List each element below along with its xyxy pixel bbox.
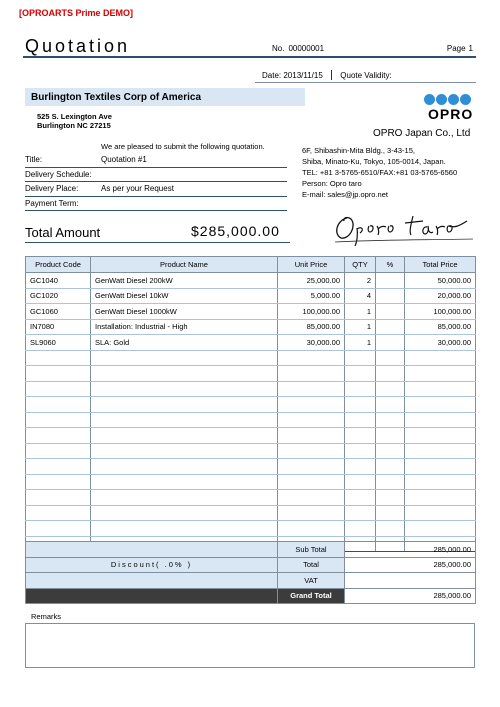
quotation-number-label: No. (272, 44, 285, 53)
blank-cell (26, 573, 278, 589)
table-cell (376, 304, 405, 320)
table-cell: GC1020 (26, 288, 91, 304)
table-cell: 50,000.00 (405, 273, 476, 289)
table-cell (278, 521, 345, 537)
table-cell (278, 474, 345, 490)
company-info-line: Shiba, Minato-Ku, Tokyo, 105-0014, Japan. (302, 157, 446, 166)
blank-cell (26, 542, 278, 558)
table-cell (405, 505, 476, 521)
table-cell (26, 474, 91, 490)
vat-label: VAT (278, 573, 345, 589)
quote-validity-label: Quote Validity: (340, 71, 392, 80)
table-cell: 100,000.00 (405, 304, 476, 320)
table-cell (278, 428, 345, 444)
table-cell (278, 366, 345, 382)
document-title: Quotation (25, 36, 131, 56)
table-cell (91, 459, 278, 475)
table-row (26, 474, 476, 490)
date-label: Date: (262, 71, 282, 80)
table-cell (345, 474, 376, 490)
table-cell (376, 505, 405, 521)
customer-name: Burlington Textiles Corp of America (25, 88, 305, 106)
table-cell: 1 (345, 335, 376, 351)
quotation-number (268, 44, 324, 53)
company-info-line: TEL: +81 3-5765-6510/FAX:+81 03-5765-6560 (302, 168, 458, 177)
page-number-value: 1 (468, 44, 473, 53)
total-amount-divider (25, 242, 290, 243)
page-number (444, 44, 473, 53)
table-cell (91, 521, 278, 537)
remarks-box (25, 623, 475, 668)
total-amount-value: $285,000.00 (191, 223, 280, 239)
company-info-line: E-mail: sales@jp.opro.net (302, 190, 388, 199)
table-cell: 1 (345, 304, 376, 320)
table-cell (278, 490, 345, 506)
table-cell (405, 397, 476, 413)
table-row (26, 304, 476, 320)
column-header-unit-price: Unit Price (278, 257, 345, 273)
table-cell: 5,000.00 (278, 288, 345, 304)
table-cell (278, 397, 345, 413)
table-cell (91, 397, 278, 413)
grand-total-row (26, 588, 476, 604)
intro-text: We are pleased to submit the following quotation. (101, 142, 265, 151)
table-cell (405, 443, 476, 459)
quotation-number-value: 00000001 (288, 44, 325, 53)
items-table (25, 256, 476, 552)
date-separator (331, 70, 332, 80)
table-cell: 85,000.00 (405, 319, 476, 335)
table-cell: GenWatt Diesel 200kW (91, 273, 278, 289)
grand-total-value: 285,000.00 (345, 588, 476, 604)
customer-address-line1: 525 S. Lexington Ave (37, 112, 112, 121)
table-cell (405, 366, 476, 382)
field-delivery-schedule (25, 168, 287, 183)
table-cell (345, 350, 376, 366)
column-header-percent: % (376, 257, 405, 273)
logo-dots-icon (424, 94, 473, 105)
table-cell: 30,000.00 (405, 335, 476, 351)
table-cell (376, 428, 405, 444)
field-label: Delivery Place: (25, 184, 79, 194)
table-cell (376, 412, 405, 428)
field-value: Quotation #1 (101, 155, 147, 165)
customer-address-line2: Burlington NC 27215 (37, 121, 111, 130)
table-cell (376, 397, 405, 413)
quotation-fields (25, 153, 287, 211)
table-cell (26, 505, 91, 521)
table-cell (405, 412, 476, 428)
table-cell (91, 350, 278, 366)
table-cell (278, 412, 345, 428)
column-header-qty: QTY (345, 257, 376, 273)
field-delivery-place (25, 182, 287, 197)
table-cell (26, 397, 91, 413)
table-cell: IN7080 (26, 319, 91, 335)
table-cell (91, 366, 278, 382)
total-label: Total (278, 557, 345, 573)
table-cell (345, 505, 376, 521)
vat-value (345, 573, 476, 589)
table-cell: SLA: Gold (91, 335, 278, 351)
customer-address (37, 112, 112, 130)
table-cell (91, 490, 278, 506)
table-cell (345, 459, 376, 475)
table-cell (405, 428, 476, 444)
table-cell (26, 381, 91, 397)
column-header-product-name: Product Name (91, 257, 278, 273)
field-label: Title: (25, 155, 43, 165)
table-cell (405, 490, 476, 506)
table-cell (376, 288, 405, 304)
table-row (26, 521, 476, 537)
company-info-line: 6F, Shibashin-Mita Bldg., 3-43-15, (302, 146, 415, 155)
date-value: 2013/11/15 (283, 71, 323, 80)
table-cell (26, 443, 91, 459)
table-row (26, 397, 476, 413)
table-cell (405, 521, 476, 537)
table-cell (345, 428, 376, 444)
table-cell: 85,000.00 (278, 319, 345, 335)
table-cell (405, 350, 476, 366)
table-cell (91, 428, 278, 444)
page-number-label: Page (446, 44, 466, 53)
table-cell (376, 474, 405, 490)
table-cell (405, 474, 476, 490)
field-title (25, 153, 287, 168)
table-cell (376, 366, 405, 382)
table-cell: Installation: Industrial - High (91, 319, 278, 335)
subtotal-value: 285,000.00 (345, 542, 476, 558)
table-row (26, 428, 476, 444)
table-cell (345, 521, 376, 537)
table-cell (376, 350, 405, 366)
table-cell: SL9060 (26, 335, 91, 351)
date-divider (255, 82, 476, 83)
subtotal-label: Sub Total (278, 542, 345, 558)
demo-tag: [OPROARTS Prime DEMO] (19, 8, 134, 18)
grand-total-label: Grand Total (278, 588, 345, 604)
table-row (26, 350, 476, 366)
subtotal-row (26, 542, 476, 558)
column-header-product-code: Product Code (26, 257, 91, 273)
table-cell (26, 412, 91, 428)
company-logo (424, 94, 473, 122)
total-row (26, 557, 476, 573)
column-header-total-price: Total Price (405, 257, 476, 273)
table-cell (26, 490, 91, 506)
table-cell (345, 443, 376, 459)
table-row (26, 381, 476, 397)
table-row (26, 288, 476, 304)
items-table-body (26, 273, 476, 552)
logo-text: OPRO (428, 106, 474, 122)
table-row (26, 319, 476, 335)
date-line (262, 70, 392, 80)
table-cell: 1 (345, 319, 376, 335)
items-table-header (26, 257, 476, 273)
table-cell (345, 381, 376, 397)
table-cell (376, 335, 405, 351)
table-cell (376, 273, 405, 289)
table-cell (376, 521, 405, 537)
discount-text: Discount( .0% ) (26, 557, 278, 573)
table-cell (26, 366, 91, 382)
table-cell: 30,000.00 (278, 335, 345, 351)
table-cell (91, 381, 278, 397)
table-cell (345, 412, 376, 428)
table-cell (405, 459, 476, 475)
table-cell: GC1040 (26, 273, 91, 289)
table-cell (345, 366, 376, 382)
field-label: Payment Term: (25, 198, 79, 208)
summary-table (25, 541, 476, 604)
table-row (26, 273, 476, 289)
table-cell (278, 350, 345, 366)
table-row (26, 443, 476, 459)
table-cell (405, 381, 476, 397)
table-cell (278, 381, 345, 397)
table-cell (91, 505, 278, 521)
table-cell: 4 (345, 288, 376, 304)
blank-cell (26, 588, 278, 604)
table-row (26, 335, 476, 351)
table-cell (26, 428, 91, 444)
total-value: 285,000.00 (345, 557, 476, 573)
table-cell (26, 521, 91, 537)
title-divider (23, 56, 476, 58)
table-cell (278, 459, 345, 475)
table-cell: 25,000.00 (278, 273, 345, 289)
table-cell: GC1060 (26, 304, 91, 320)
total-amount-label: Total Amount (25, 225, 101, 240)
table-cell (26, 459, 91, 475)
company-info (302, 145, 457, 200)
table-cell (91, 443, 278, 459)
table-cell (376, 381, 405, 397)
table-cell (26, 350, 91, 366)
field-label: Delivery Schedule: (25, 169, 92, 179)
table-cell (376, 443, 405, 459)
table-row (26, 459, 476, 475)
table-row (26, 412, 476, 428)
table-cell: GenWatt Diesel 10kW (91, 288, 278, 304)
table-row (26, 490, 476, 506)
table-cell (376, 319, 405, 335)
table-cell: 100,000.00 (278, 304, 345, 320)
table-row (26, 366, 476, 382)
table-row (26, 505, 476, 521)
table-cell (345, 397, 376, 413)
table-cell: GenWatt Diesel 1000kW (91, 304, 278, 320)
table-cell (91, 474, 278, 490)
signature-image (327, 212, 477, 248)
table-cell (345, 490, 376, 506)
table-cell (91, 412, 278, 428)
table-cell (376, 459, 405, 475)
company-info-line: Person: Opro taro (302, 179, 362, 188)
field-payment-term (25, 197, 287, 212)
company-name: OPRO Japan Co., Ltd (373, 128, 471, 139)
field-value: As per your Request (101, 184, 174, 194)
table-cell (278, 505, 345, 521)
table-cell (376, 490, 405, 506)
remarks-label: Remarks (31, 612, 62, 621)
table-cell (278, 443, 345, 459)
table-cell: 20,000.00 (405, 288, 476, 304)
vat-row (26, 573, 476, 589)
table-cell: 2 (345, 273, 376, 289)
